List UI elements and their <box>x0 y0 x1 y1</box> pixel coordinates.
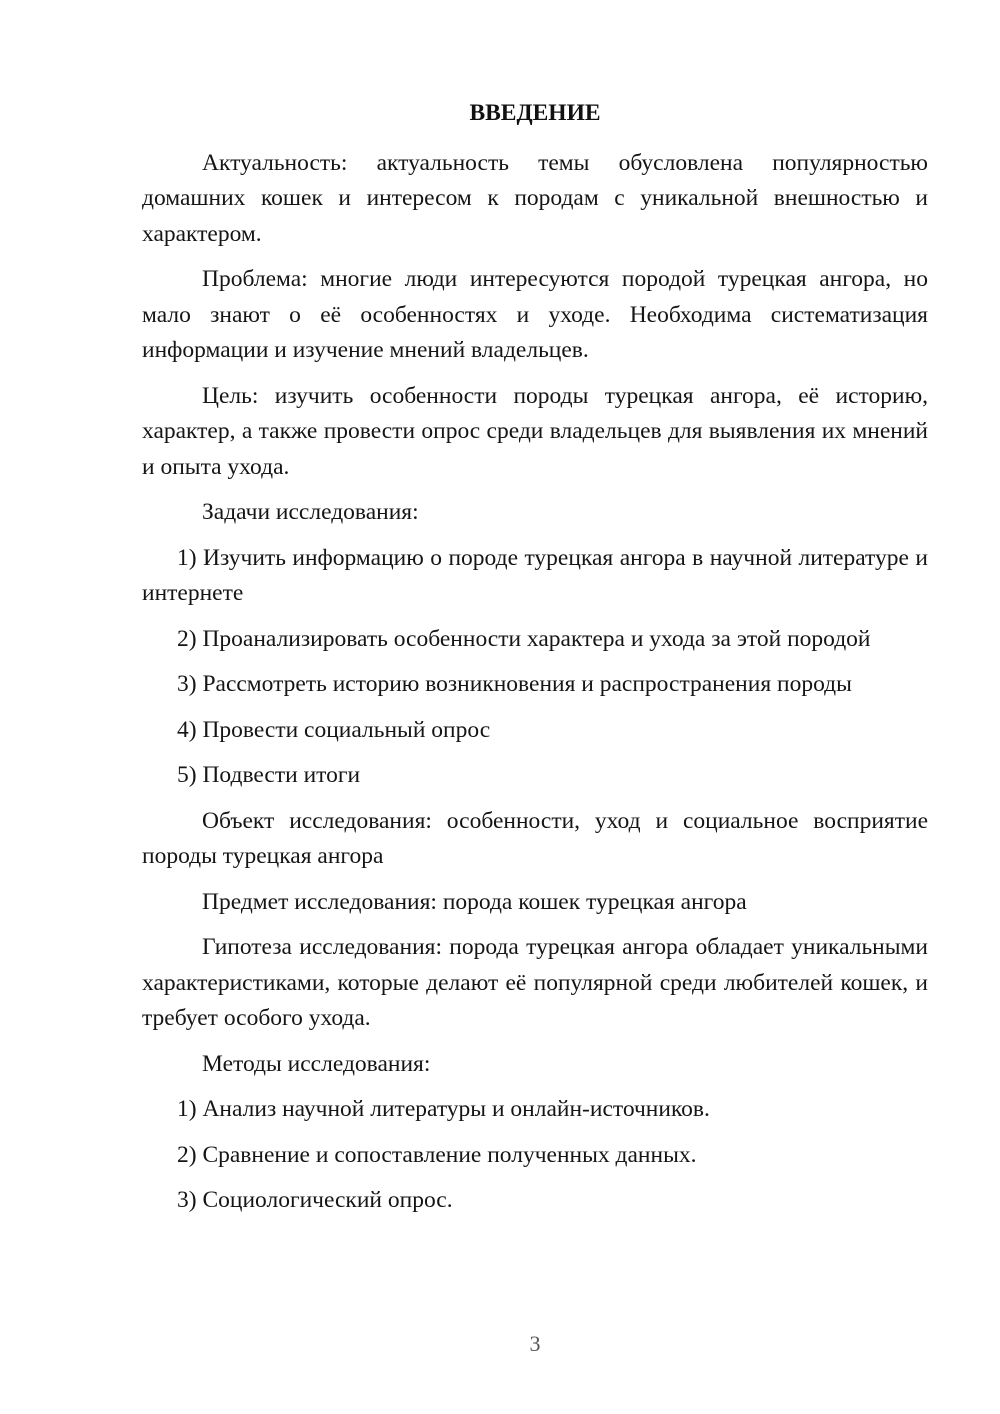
paragraph-relevance: Актуальность: актуальность темы обусловлена популярностью домашних кошек и интересом к породам с уникальной внешностью и характером. <box>142 149 928 247</box>
task-item-4: 4) Провести социальный опрос <box>177 716 491 743</box>
methods-heading: Методы исследования: <box>202 1050 431 1077</box>
method-item-1: 1) Анализ научной литературы и онлайн-источников. <box>177 1096 710 1122</box>
paragraph-subject: Предмет исследования: порода кошек турецкая ангора <box>202 888 747 915</box>
task-item-3: 3) Рассмотреть историю возникновения и распространения породы <box>177 671 852 697</box>
document-body <box>142 96 928 1219</box>
method-item-3: 3) Социологический опрос. <box>177 1187 453 1213</box>
paragraph-goal: Цель: изучить особенности породы турецкая ангора, её историю, характер, а также провести опрос среди владельцев для выявления их мнений и опыта ухода. <box>142 382 928 480</box>
task-item-1: 1) Изучить информацию о породе турецкая ангора в научной литературе и интернете <box>142 544 928 606</box>
paragraph-object: Объект исследования: особенности, уход и социальное восприятие породы турецкая ангора <box>142 807 928 869</box>
paragraph-problem: Проблема: многие люди интересуются породой турецкая ангора, но мало знают о её особенностях и уходе. Необходима систематизация информации и изучение мнений владельцев. <box>142 266 928 363</box>
paragraph-hypothesis: Гипотеза исследования: порода турецкая ангора обладает уникальными характеристиками, которые делают её популярной среди любителей кошек, и требует особого ухода. <box>142 934 928 1031</box>
document-title: ВВЕДЕНИЕ <box>469 100 601 126</box>
method-item-2: 2) Сравнение и сопоставление полученных данных. <box>177 1141 697 1168</box>
tasks-heading: Задачи исследования: <box>202 499 419 525</box>
task-item-5: 5) Подвести итоги <box>177 762 361 788</box>
page-number: 3 <box>529 1331 541 1356</box>
task-item-2: 2) Проанализировать особенности характера и ухода за этой породой <box>177 625 871 652</box>
